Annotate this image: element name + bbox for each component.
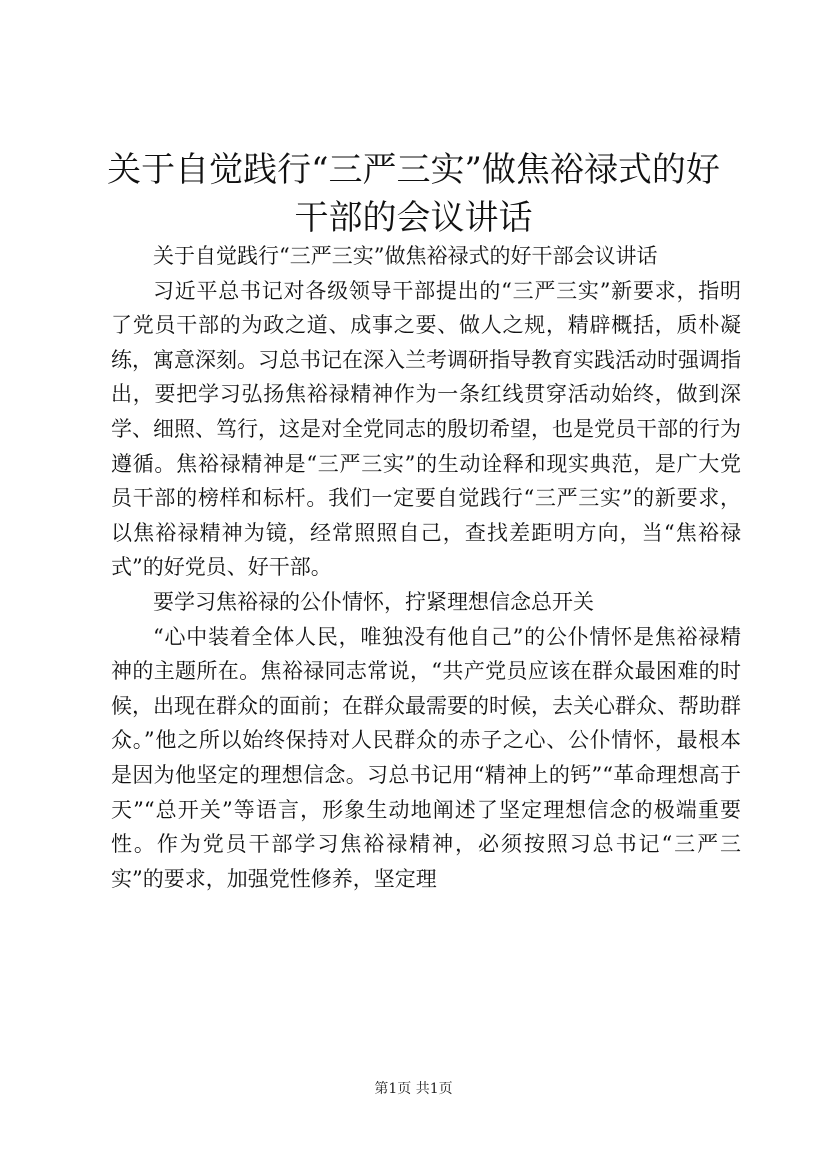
document-body bbox=[111, 239, 741, 896]
paragraph-section-body: “心中装着全体人民，唯独没有他自己”的公仆情怀是焦裕禄精神的主题所在。焦裕禄同志常说，“共产党员应该在群众最困难的时候，出现在群众的面前；在群众最需要的时候，去关心群众、帮助群众。”他之所以始终保持对人民群众的赤子之心、公仆情怀，最根本是因为他坚定的理想信念。习总书记用“精神上的钙”“革命理想高于天”“总开关”等语言，形象生动地阐述了坚定理想信念的极端重要性。作为党员干部学习焦裕禄精神，必须按照习总书记“三严三实”的要求，加强党性修养，坚定理 bbox=[111, 624, 741, 891]
paragraph-subtitle: 关于自觉践行“三严三实”做焦裕禄式的好干部会议讲话 bbox=[153, 244, 658, 268]
section-heading: 要学习焦裕禄的公仆情怀，拧紧理想信念总开关 bbox=[153, 589, 594, 614]
document-title: 关于自觉践行“三严三实”做焦裕禄式的好干部的会议讲话 bbox=[107, 150, 720, 238]
paragraph-intro: 习近平总书记对各级领导干部提出的“三严三实”新要求，指明了党员干部的为政之道、成事之要、做人之规，精辟概括，质朴凝练，寓意深刻。习总书记在深入兰考调研指导教育实践活动时强调指出，要把学习弘扬焦裕禄精神作为一条红线贯穿活动始终，做到深学、细照、笃行，这是对全党同志的殷切希望，也是党员干部的行为遵循。焦裕禄精神是“三严三实”的生动诠释和现实典范，是广大党员干部的榜样和标杆。我们一定要自觉践行“三严三实”的新要求，以焦裕禄精神为镜，经常照照自己，查找差距明方向，当“焦裕禄式”的好党员、好干部。 bbox=[111, 278, 741, 580]
page-number-footer: 第1页 共1页 bbox=[374, 1081, 453, 1097]
